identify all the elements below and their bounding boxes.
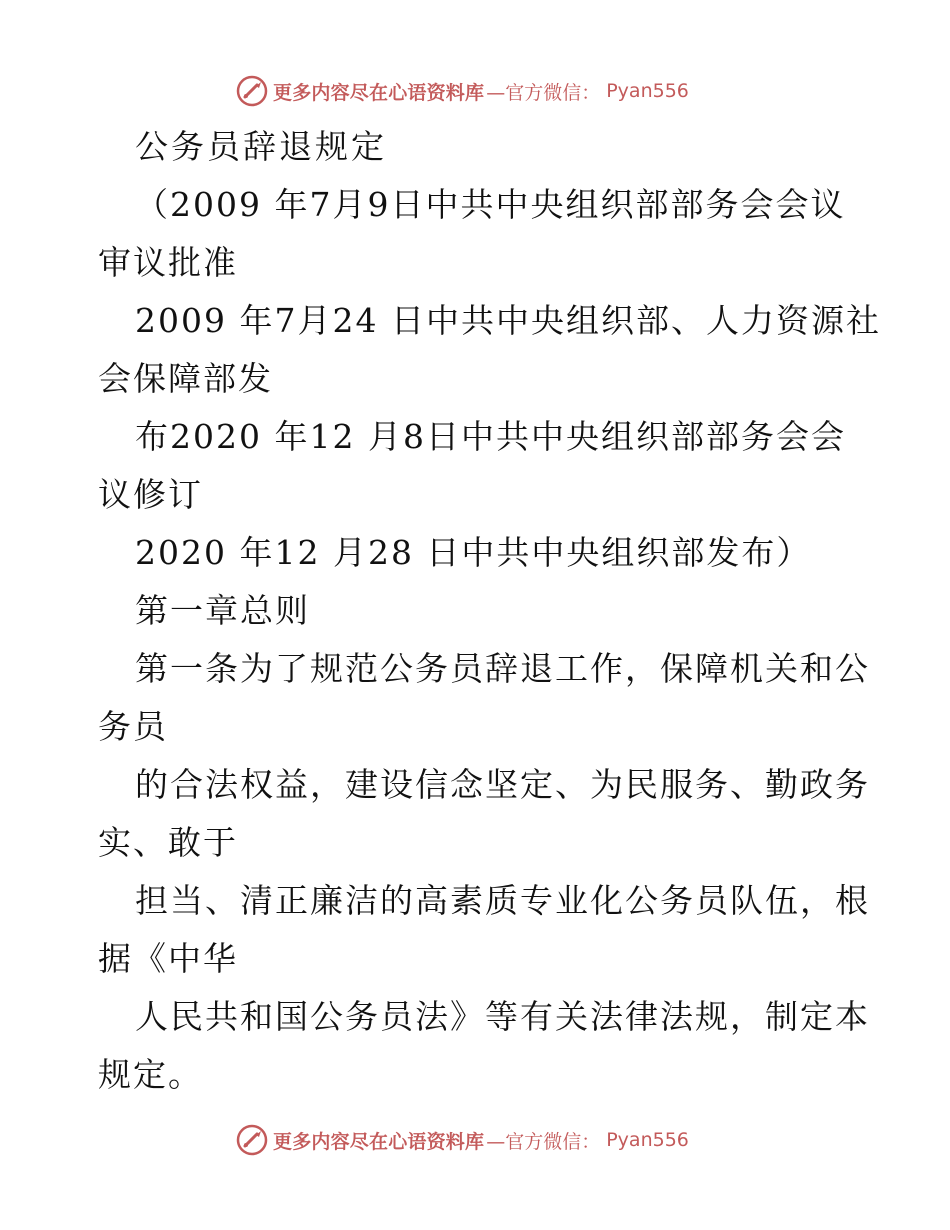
article-line: 担当、清正廉洁的高素质专业化公务员队伍，根 [135, 881, 870, 920]
article-line: 实、敢于 [98, 823, 238, 862]
header-watermark [235, 71, 689, 111]
watermark-id: Pyan556 [606, 80, 689, 102]
document-title: 公务员辞退规定 [135, 127, 387, 166]
footer-watermark [235, 1120, 689, 1160]
article-line: 据《中华 [98, 939, 238, 978]
paragraph-line: 2020 年12 月28 日中共中央组织部发布） [135, 533, 812, 572]
watermark-main-text: 更多内容尽在心语资料库 [273, 1130, 485, 1153]
paragraph-line: 2009 年7月24 日中共中央组织部、人力资源社 [135, 301, 881, 340]
paragraph-line: 审议批准 [98, 243, 238, 282]
article-line: 务员 [98, 707, 168, 746]
watermark-subtitle: —官方微信： [486, 1130, 601, 1153]
paragraph-line: 会保障部发 [98, 359, 273, 398]
article-line: 第一条为了规范公务员辞退工作，保障机关和公 [135, 649, 870, 688]
paragraph-line: （2009 年7月9日中共中央组织部部务会会议 [135, 185, 846, 224]
article-line: 人民共和国公务员法》等有关法律法规，制定本 [135, 997, 870, 1036]
watermark-main-text: 更多内容尽在心语资料库 [273, 81, 485, 104]
article-line: 规定。 [98, 1055, 203, 1094]
watermark-id: Pyan556 [606, 1129, 689, 1151]
document-body [98, 118, 881, 1104]
paragraph-line: 议修订 [98, 475, 203, 514]
chapter-heading: 第一章总则 [135, 591, 310, 630]
pen-logo-icon [235, 1123, 269, 1157]
paragraph-line: 布2020 年12 月8日中共中央组织部部务会会 [135, 417, 846, 456]
pen-logo-icon [235, 74, 269, 108]
article-line: 的合法权益，建设信念坚定、为民服务、勤政务 [135, 765, 870, 804]
watermark-subtitle: —官方微信： [486, 81, 601, 104]
